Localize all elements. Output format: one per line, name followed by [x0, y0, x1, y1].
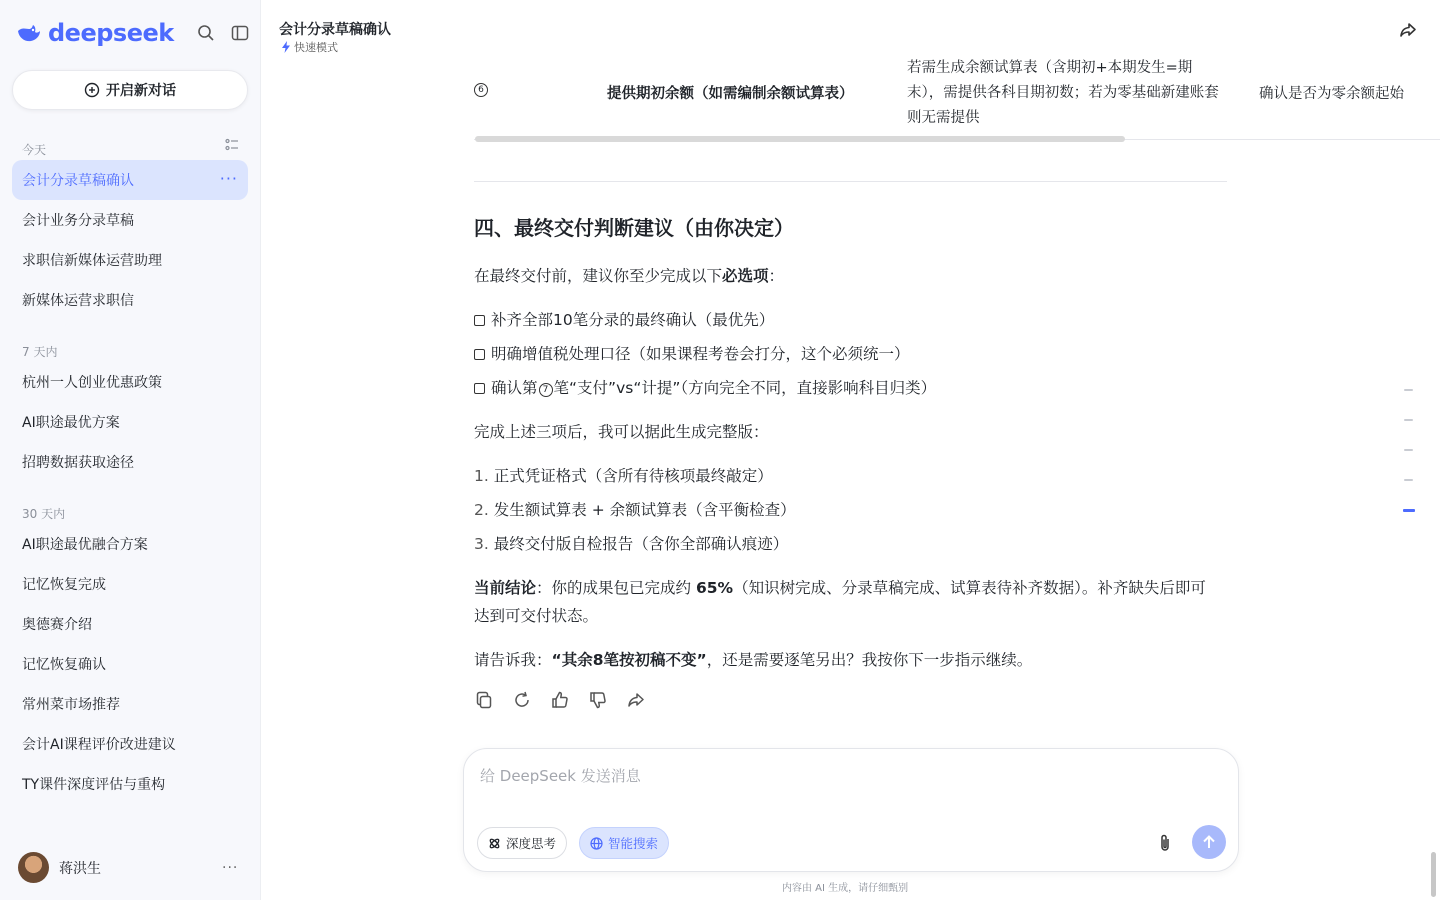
smart-search-toggle[interactable] — [579, 827, 669, 859]
chat-title: 会计分录草稿确认 — [279, 22, 391, 38]
conversation-title: 会计AI课程评价改进建议 — [22, 737, 176, 753]
thumbs-up-icon[interactable] — [550, 690, 570, 710]
toc-marker-active[interactable] — [1403, 509, 1415, 512]
ordered-item — [474, 462, 1234, 490]
checklist-text: 补齐全部10笔分录的最终确认（最优先） — [491, 311, 775, 329]
list-text: 正式凭证格式（含所有待核项最终敲定） — [493, 467, 773, 485]
list-text: 发生额试算表 + 余额试算表（含平衡检查） — [493, 501, 796, 519]
smart-search-label: 智能搜索 — [608, 836, 659, 851]
toc-marker[interactable] — [1404, 419, 1413, 421]
section-label-today: 今天 — [22, 143, 47, 157]
checkbox-icon — [474, 383, 485, 394]
table-scrollbar[interactable] — [475, 136, 1125, 142]
share-icon[interactable] — [1398, 20, 1418, 40]
group-list-icon[interactable] — [225, 138, 239, 152]
new-chat-label: 开启新对话 — [106, 83, 176, 99]
text: 在最终交付前，建议你至少完成以下 — [474, 267, 723, 285]
conversation-item[interactable] — [12, 362, 248, 402]
conversation-item[interactable] — [12, 200, 248, 240]
conversation-item-active[interactable] — [12, 160, 248, 200]
circled-number: 7 — [539, 383, 553, 397]
table-cell: 若需生成余额试算表（含期初+本期发生=期末），需提供各科目期初数；若为零基础新建账套则无需提供 — [907, 60, 1219, 126]
text: （知识树完成、分录草稿完成、试算表待补齐数据）。补齐缺失后即可达到可交付状态。 — [474, 579, 1206, 625]
arrow-up-icon — [1201, 834, 1217, 850]
message-input[interactable] — [480, 765, 1180, 805]
bold-text: “其余8笔按初稿不变” — [551, 651, 707, 669]
conversation-title: 招聘数据获取途径 — [22, 455, 134, 471]
user-profile[interactable] — [18, 852, 101, 883]
whale-logo-icon — [16, 20, 42, 46]
checklist-item — [474, 374, 1234, 402]
page-scrollbar[interactable] — [1431, 852, 1436, 897]
brand-name: deepseek — [48, 19, 174, 47]
text: ： — [768, 267, 785, 285]
conversation-title: TY课件深度评估与重构 — [22, 777, 166, 793]
atom-icon — [488, 837, 501, 850]
conversation-title: 杭州一人创业优惠政策 — [22, 375, 162, 391]
toc-marker[interactable] — [1404, 449, 1413, 451]
conversation-title: 记忆恢复确认 — [22, 657, 106, 673]
paperclip-icon[interactable] — [1156, 833, 1174, 853]
section-heading: 四、最终交付判断建议（由你决定） — [474, 216, 794, 240]
conversation-title: 新媒体运营求职信 — [22, 293, 134, 309]
conversation-item[interactable] — [12, 764, 248, 804]
checklist-text: 确认第 — [491, 379, 538, 397]
share-message-icon[interactable] — [626, 690, 646, 710]
list-number: 1. — [474, 467, 489, 485]
intro-paragraph — [474, 262, 1234, 290]
new-chat-button[interactable] — [12, 70, 248, 110]
sidebar-toggle-icon[interactable] — [229, 22, 251, 44]
conversation-item[interactable] — [12, 442, 248, 482]
divider — [474, 181, 1227, 182]
sidebar-fade — [0, 808, 260, 838]
deep-think-label: 深度思考 — [506, 836, 557, 851]
mode-indicator — [281, 39, 338, 55]
ai-disclaimer: 内容由 AI 生成，请仔细甄别 — [782, 883, 909, 894]
conversation-title: 求职信新媒体运营助理 — [22, 253, 162, 269]
conversation-item[interactable] — [12, 604, 248, 644]
conversation-title: 奥德赛介绍 — [22, 617, 92, 633]
send-button[interactable] — [1192, 825, 1226, 859]
conversation-item[interactable] — [12, 564, 248, 604]
conversation-item[interactable] — [12, 280, 248, 320]
conversation-title: 记忆恢复完成 — [22, 577, 106, 593]
conversation-title: AI职途最优方案 — [22, 415, 120, 431]
checklist-item — [474, 340, 1234, 368]
message-actions — [474, 690, 646, 710]
text: ：你的成果包已完成约 — [536, 579, 696, 597]
toc-marker[interactable] — [1404, 479, 1413, 481]
table-cell: 确认是否为零余额起始 — [1259, 86, 1404, 102]
deep-think-toggle[interactable] — [477, 827, 567, 859]
conversation-title: AI职途最优融合方案 — [22, 537, 148, 553]
conversation-title: 会计业务分录草稿 — [22, 213, 134, 229]
copy-icon[interactable] — [474, 690, 494, 710]
bold-text: 65% — [695, 579, 734, 597]
toc-marker[interactable] — [1404, 389, 1413, 391]
ordered-item — [474, 496, 1234, 524]
text: 请告诉我： — [474, 651, 552, 669]
checkbox-icon — [474, 315, 485, 326]
conversation-item[interactable] — [12, 524, 248, 564]
question-paragraph — [474, 646, 1234, 674]
globe-icon — [590, 837, 603, 850]
section-label-30days: 30 天内 — [22, 507, 66, 521]
conversation-item[interactable] — [12, 724, 248, 764]
checkbox-icon — [474, 349, 485, 360]
user-more-icon[interactable]: ··· — [222, 860, 239, 876]
conversation-item[interactable] — [12, 402, 248, 442]
checklist-text: 笔“支付”vs“计提”（方向完全不同，直接影响科目归类） — [553, 379, 937, 397]
conversation-item[interactable] — [12, 684, 248, 724]
list-text: 最终交付版自检报告（含你全部确认痕迹） — [493, 535, 789, 553]
message-composer — [463, 748, 1239, 872]
conversation-item[interactable] — [12, 240, 248, 280]
brand[interactable] — [16, 18, 174, 48]
mode-label: 快速模式 — [294, 41, 338, 54]
sidebar — [0, 0, 261, 900]
user-name: 蒋洪生 — [59, 860, 101, 877]
more-options-icon[interactable]: ··· — [219, 169, 238, 188]
checklist-text: 明确增值税处理口径（如果课程考卷会打分，这个必须统一） — [491, 345, 910, 363]
list-number: 2. — [474, 501, 489, 519]
conclusion-paragraph — [474, 574, 1219, 630]
plus-circle-icon — [84, 82, 100, 98]
list-number: 3. — [474, 535, 489, 553]
bold-text: 当前结论 — [474, 579, 537, 597]
conversation-item[interactable] — [12, 644, 248, 684]
section-label-7days: 7 天内 — [22, 345, 58, 359]
avatar — [18, 852, 49, 883]
search-icon[interactable] — [195, 22, 217, 44]
ordered-item — [474, 530, 1234, 558]
lightning-icon — [281, 41, 291, 53]
table-cell: 提供期初余额（如需编制余额试算表） — [607, 86, 854, 102]
table-row — [474, 56, 1440, 140]
checklist-item — [474, 306, 1234, 334]
regenerate-icon[interactable] — [512, 690, 532, 710]
conversation-title: 会计分录草稿确认 — [22, 173, 134, 189]
text: ，还是需要逐笔另出？我按你下一步指示继续。 — [706, 651, 1033, 669]
conversation-title: 常州菜市场推荐 — [22, 697, 120, 713]
bold-text: 必选项 — [722, 267, 769, 285]
paragraph: 完成上述三项后，我可以据此生成完整版： — [474, 423, 769, 441]
row-number: 6 — [474, 83, 488, 97]
thumbs-down-icon[interactable] — [588, 690, 608, 710]
